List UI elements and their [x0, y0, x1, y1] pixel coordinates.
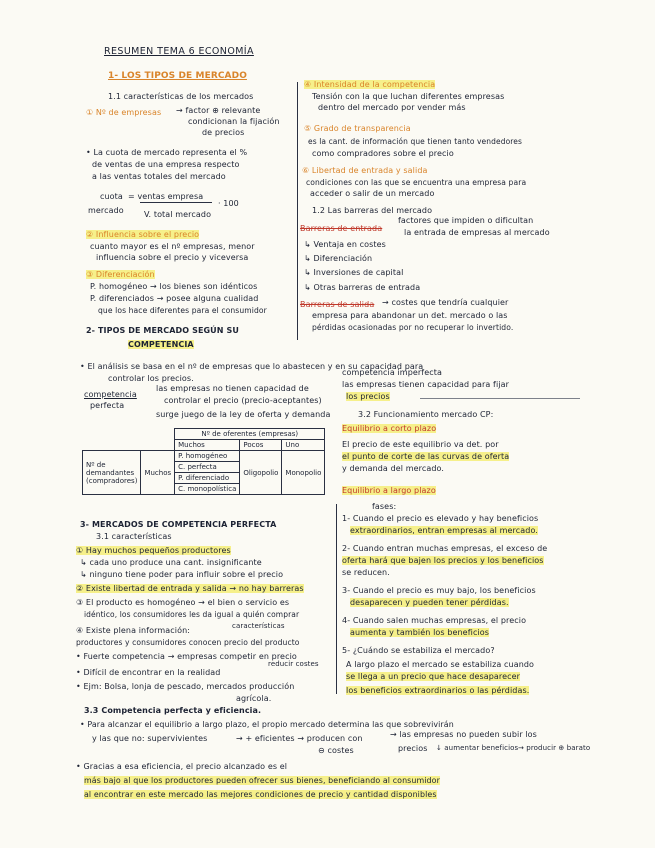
- table-header: Nº de oferentes (empresas): [175, 429, 325, 440]
- note-line: y las que no: supervivientes: [92, 734, 208, 743]
- dashed-rule: [420, 398, 580, 399]
- note-line: ② Influencia sobre el precio: [86, 230, 200, 239]
- note-line: factores que impiden o dificultan: [398, 216, 534, 225]
- note-line: la entrada de empresas al mercado: [404, 228, 550, 237]
- table-cell: C. perfecta: [175, 462, 240, 473]
- note-line: y demanda del mercado.: [342, 464, 445, 473]
- subheading-long-term: Equilibrio a largo plazo: [342, 486, 436, 495]
- note-line: • La cuota de mercado representa el %: [86, 148, 248, 157]
- market-types-table: [82, 428, 325, 495]
- note-line: ⑥ Libertad de entrada y salida: [302, 166, 428, 175]
- note-line: como compradores sobre el precio: [312, 149, 454, 158]
- note-line: ① Hay muchos pequeños productores: [76, 546, 231, 555]
- note-line: ④ Intensidad de la competencia: [304, 80, 436, 89]
- phase-line: se reducen.: [342, 568, 390, 577]
- note-line: → factor ⊕ relevante: [176, 106, 261, 115]
- section-3-2-heading: 3.2 Funcionamiento mercado CP:: [358, 410, 494, 419]
- column-divider: [336, 504, 337, 694]
- note-line: ↓ aumentar beneficios: [436, 744, 519, 752]
- section-1-heading: 1- LOS TIPOS DE MERCADO: [108, 71, 247, 81]
- note-line: → costes que tendría cualquier: [382, 298, 509, 307]
- note-line: fases:: [372, 502, 397, 511]
- table-row-header: [83, 451, 141, 495]
- note-line: ③ El producto es homogéneo → el bien o servicio es: [76, 598, 290, 607]
- note-line: influencia sobre el precio y viceversa: [96, 253, 249, 262]
- note-line: → + eficientes → producen con: [236, 734, 363, 743]
- section-3-3-heading: 3.3 Competencia perfecta y eficiencia.: [84, 706, 262, 715]
- note-line: dentro del mercado por vender más: [318, 103, 466, 112]
- note-line: características: [232, 622, 285, 630]
- note-line: ③ Diferenciación: [86, 270, 155, 279]
- note-line: Barreras de entrada: [300, 224, 383, 233]
- note-line: es la cant. de información que tienen tanto vendedores: [308, 137, 522, 146]
- table-row-header-line: Nº de: [86, 460, 106, 469]
- formula-label: mercado: [88, 206, 124, 215]
- note-line: → las empresas no pueden subir los: [390, 730, 537, 739]
- phase-line: 5- ¿Cuándo se estabiliza el mercado?: [342, 646, 495, 655]
- note-line: competencia: [84, 390, 137, 399]
- formula-denominator: V. total mercado: [144, 210, 212, 219]
- note-line: perfecta: [90, 401, 125, 410]
- note-line: ↳ Ventaja en costes: [304, 240, 386, 249]
- note-line: ④ Existe plena información:: [76, 626, 191, 635]
- phase-line: A largo plazo el mercado se estabiliza cuando: [346, 660, 535, 669]
- formula-numerator: = ventas empresa: [128, 192, 204, 201]
- note-line: pérdidas ocasionadas por no recuperar lo invertido.: [312, 323, 514, 332]
- note-line: ① Nº de empresas: [86, 108, 162, 117]
- note-line: a las ventas totales del mercado: [92, 172, 226, 181]
- formula-numerator-label: cuota: [100, 192, 123, 201]
- note-line: competencia imperfecta: [342, 368, 442, 377]
- section-1-1-heading: 1.1 características de los mercados: [108, 92, 254, 101]
- note-line: productores y consumidores conocen precio del producto: [76, 638, 300, 647]
- table-row-header-line: demandantes: [86, 468, 135, 477]
- note-line: • El análisis se basa en el nº de empresas que lo abastecen y en su capacidad para: [80, 362, 424, 371]
- note-line: precios: [398, 744, 428, 753]
- note-line: surge juego de la ley de oferta y demanda: [156, 410, 331, 419]
- formula-factor: · 100: [218, 199, 239, 208]
- page-title: RESUMEN TEMA 6 ECONOMÍA: [104, 46, 254, 57]
- note-line: Tensión con la que luchan diferentes empresas: [312, 92, 505, 101]
- column-divider: [297, 82, 298, 340]
- table-cell: P. homogéneo: [175, 451, 240, 462]
- phase-line: 4- Cuando salen muchas empresas, el precio: [342, 616, 527, 625]
- note-line: P. homogéneo → los bienes son idénticos: [90, 282, 258, 291]
- note-line: idéntico, los consumidores les da igual a quién comprar: [84, 610, 300, 619]
- table-col-header: Pocos: [240, 440, 282, 451]
- note-line: empresa para abandonar un det. mercado o las: [312, 311, 508, 320]
- note-line: de ventas de una empresa respecto: [92, 160, 240, 169]
- table-cell: C. monopolística: [175, 484, 240, 495]
- phase-line: 2- Cuando entran muchas empresas, el exceso de: [342, 544, 548, 553]
- section-2-heading: 2- TIPOS DE MERCADO SEGÚN SU: [86, 326, 239, 335]
- table-cell-oligopolio: Oligopolio: [240, 451, 282, 495]
- section-2-heading-cont: COMPETENCIA: [128, 340, 194, 349]
- note-line: ↳ Diferenciación: [304, 254, 373, 263]
- note-line: • Gracias a esa eficiencia, el precio alcanzado es el: [76, 762, 288, 771]
- note-line: ↳ Otras barreras de entrada: [304, 283, 421, 292]
- table-col-header: Uno: [282, 440, 325, 451]
- note-line: ↳ cada uno produce una cant. insignificante: [80, 558, 262, 567]
- phase-line: extraordinarios, entran empresas al mercado.: [350, 526, 538, 535]
- phase-line: oferta hará que bajen los precios y los beneficios: [342, 556, 544, 565]
- note-line: las empresas no tienen capacidad de: [156, 384, 309, 393]
- section-1-2-heading: 1.2 Las barreras del mercado: [312, 206, 433, 215]
- phase-line: 1- Cuando el precio es elevado y hay beneficios: [342, 514, 539, 523]
- note-line: El precio de este equilibrio va det. por: [342, 440, 499, 449]
- phase-line: 3- Cuando el precio es muy bajo, los beneficios: [342, 586, 536, 595]
- phase-line: los beneficios extraordinarios o las pérdidas.: [346, 686, 530, 695]
- note-line: cuanto mayor es el nº empresas, menor: [90, 242, 255, 251]
- subheading-short-term: Equilibrio a corto plazo: [342, 424, 437, 433]
- note-line: al encontrar en este mercado las mejores condiciones de precio y cantidad disponibles: [84, 790, 437, 799]
- table-row-header-line: (compradores): [86, 476, 138, 485]
- note-line: ↳ Inversiones de capital: [304, 268, 404, 277]
- note-line: controlar el precio (precio-aceptantes): [164, 396, 322, 405]
- note-line: ⑤ Grado de transparencia: [304, 124, 411, 133]
- note-line: ↳ ninguno tiene poder para influir sobre el precio: [80, 570, 284, 579]
- note-line: reducir costes: [268, 660, 319, 668]
- note-line: más bajo al que los productores pueden ofrecer sus bienes, beneficiando al consumidor: [84, 776, 440, 785]
- note-line: las empresas tienen capacidad para fijar: [342, 380, 510, 389]
- note-line: • Difícil de encontrar en la realidad: [76, 668, 221, 677]
- table-cell: P. diferenciado: [175, 473, 240, 484]
- note-line: • Ejm: Bolsa, lonja de pescado, mercados producción: [76, 682, 295, 691]
- note-line: controlar los precios.: [108, 374, 194, 383]
- note-line: ② Existe libertad de entrada y salida → no hay barreras: [76, 584, 304, 593]
- note-line: agrícola.: [236, 694, 272, 703]
- note-line: • Para alcanzar el equilibrio a largo plazo, el propio mercado determina las que sobrevivirán: [80, 720, 454, 729]
- section-3-heading: 3- MERCADOS DE COMPETENCIA PERFECTA: [80, 520, 277, 529]
- note-line: condicionan la fijación: [188, 117, 280, 126]
- phase-line: desaparecen y pueden tener pérdidas.: [350, 598, 509, 607]
- note-line: que los hace diferentes para el consumidor: [98, 306, 267, 315]
- note-line: • Fuerte competencia → empresas competir en precio: [76, 652, 297, 661]
- note-line: ⊖ costes: [318, 746, 354, 755]
- section-3-1-heading: 3.1 características: [96, 532, 172, 541]
- phase-line: se llega a un precio que hace desaparecer: [346, 672, 521, 681]
- table-col-header: Muchos: [175, 440, 240, 451]
- note-line: condiciones con las que se encuentra una empresa para: [306, 178, 527, 187]
- note-line: → producir ⊕ barato: [518, 744, 591, 752]
- note-line: de precios: [202, 128, 245, 137]
- note-line: Barreras de salida: [300, 300, 375, 309]
- fraction-bar: [140, 202, 212, 203]
- note-line: el punto de corte de las curvas de oferta: [342, 452, 510, 461]
- table-cell-monopolio: Monopolio: [282, 451, 325, 495]
- table-row-value: Muchos: [141, 451, 175, 495]
- note-line: P. diferenciados → posee alguna cualidad: [90, 294, 259, 303]
- note-line: acceder o salir de un mercado: [310, 189, 435, 198]
- note-line: los precios: [346, 392, 390, 401]
- phase-line: aumenta y también los beneficios: [350, 628, 490, 637]
